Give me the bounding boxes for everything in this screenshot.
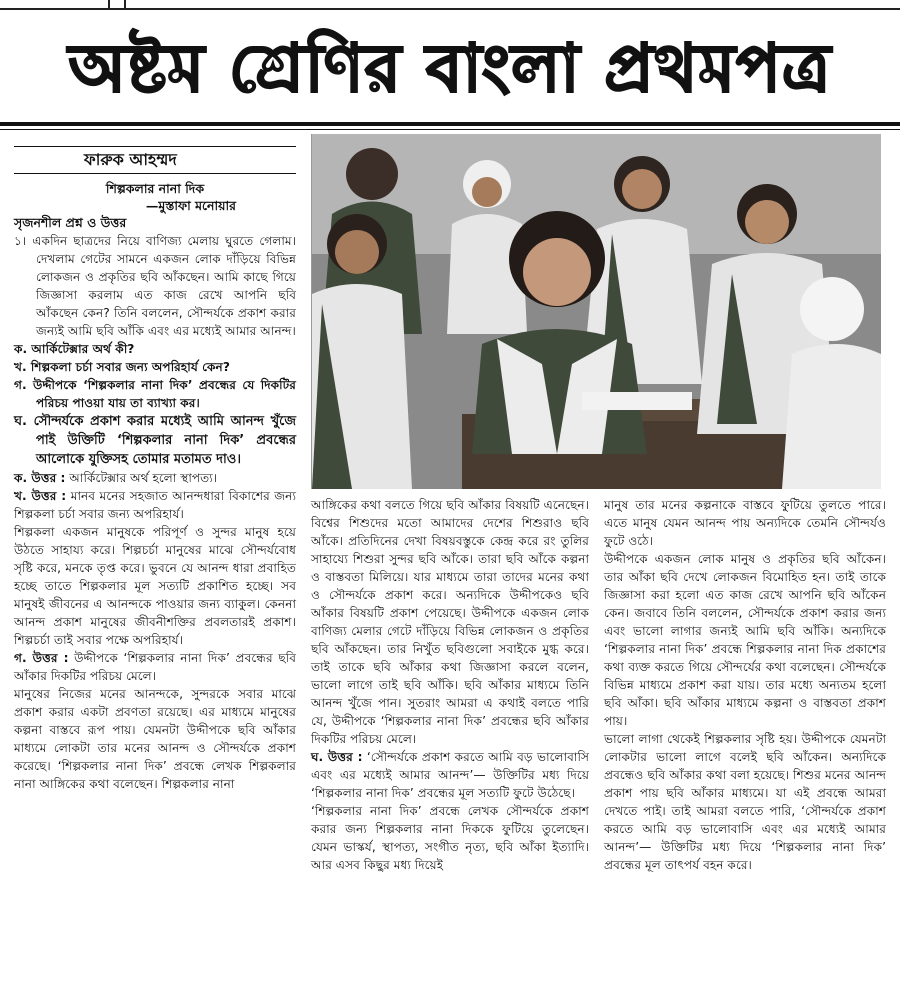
column-left	[14, 146, 296, 793]
answer-gha-continued: মানুষ তার মনের কল্পনাকে বাস্তবে ফুটিয়ে তুলতে পারে। এতে মানুষ যেমন আনন্দ পায় অন্যদিকে তেমনি সৌন্দর্যও ফুটে ওঠে।	[604, 498, 886, 548]
question-ga: গ. উদ্দীপকে ‘শিল্পকলার নানা দিক’ প্রবন্ধের যে দিকটির পরিচয় পাওয়া যায় তা ব্যাখ্যা কর।	[14, 378, 296, 410]
headline-rule-thin	[0, 129, 900, 130]
answer-ga	[14, 649, 296, 685]
answer-ga-continued: আঙ্গিকের কথা বলতে গিয়ে ছবি আঁকার বিষয়টি এনেছেন। বিশ্বের শিশুদের মতো আমাদের দেশের শিশুরাও ছবি আঁকে। প্রতিদিনের দেখা বিষয়বস্তুকে কেন্দ্র করে রং তুলির সাহায্যে শিশুরা সুন্দর ছবি আঁকে। তারা ছবি আঁকে কল্পনা ও বাস্তবতা মিলিয়ে। যার মাধ্যমে তারা তাদের মনের কথা ও সৌন্দর্যকে প্রকাশ করে। অন্যদিকে উদ্দীপকেও ছবি আঁকার বিষয়টি প্রকাশ পেয়েছে। উদ্দীপকে একজন লোক বাণিজ্য মেলার গেটে দাঁড়িয়ে বিভিন্ন লোকজন ও প্রকৃতির ছবি আঁকছেন। তার নিখুঁত ছবিগুলো সবাইকে মুগ্ধ করে। তাই তাকে ছবি আঁকার কথা জিজ্ঞাসা করলে বলেন, ভালো লাগে তাই ছবি আঁকি। ছবি আঁকার মাধ্যমে তিনি আনন্দ খুঁজে পান। সুতরাং আমরা এ কথাই বলতে পারি যে, উদ্দীপকে ‘শিল্পকলার নানা দিক’ প্রবন্ধের ছবি আঁকার দিকটির পরিচয় মেলে।	[311, 498, 589, 746]
essay-author: —মুস্তাফা মনোয়ার	[145, 198, 236, 213]
answer-gha	[311, 748, 589, 802]
question-stem-text: একদিন ছাত্রদের নিয়ে বাণিজ্য মেলায় ঘুরতে গেলাম। দেখলাম গেটের সামনে একজন লোক দাঁড়িয়ে বিভিন্ন লোকজন ও প্রকৃতির ছবি আঁকছেন। আমি কাছে গিয়ে জিজ্ঞাসা করলাম এত কাজ রেখে আপনি ছবি আঁকছেন কেন? তিনি বললেন, সৌন্দর্যকে প্রকাশ করার জন্যই আমি ছবি আঁকি এবং এর মধ্যেই আমার আনন্দ।	[32, 234, 296, 338]
question-stem	[14, 232, 296, 340]
answer-gha-para: ‘শিল্পকলার নানা দিক’ প্রবন্ধে লেখক সৌন্দর্যকে প্রকাশ করার জন্য শিল্পকলার নানা দিককে ফুটিয়ে তুলেছেন। যেমন ভাস্কর্য, স্থাপত্য, সংগীত নৃত্য, ছবি আঁকা ইত্যাদি। আর এসব কিছুর মধ্য দিয়েই	[311, 804, 589, 872]
answer-kha	[14, 487, 296, 523]
top-border	[0, 0, 900, 10]
headline-rule	[0, 122, 900, 126]
answer-ka	[14, 469, 296, 487]
answer-ga-text: উদ্দীপকে ‘শিল্পকলার নানা দিক’ প্রবন্ধের ছবি আঁকার দিকটির পরিচয় মেলে।	[14, 651, 296, 683]
question-kha: খ. শিল্পকলা চর্চা সবার জন্য অপরিহার্য কেন?	[14, 360, 230, 374]
answer-ka-label: ক. উত্তর :	[14, 471, 66, 485]
column-middle	[311, 496, 589, 874]
section-title: সৃজনশীল প্রশ্ন ও উত্তর	[14, 215, 127, 230]
answer-gha-text: ‘সৌন্দর্যকে প্রকাশ করতে আমি বড় ভালোবাসি এবং এর মধ্যেই আমার আনন্দ’— উক্তিটির মধ্য দিয়ে ‘শিল্পকলার নানা দিক’ প্রবন্ধের মূল সত্যটি ফুটে উঠেছে।	[311, 750, 590, 800]
classroom-photo-illustration	[312, 134, 881, 489]
question-gha: ঘ. সৌন্দর্যকে প্রকাশ করার মধ্যেই আমি আনন্দ খুঁজে পাই উক্তিটি ‘শিল্পকলার নানা দিক’ প্রবন্ধের আলোকে যুক্তিসহ তোমার মতামত দাও।	[14, 414, 296, 467]
essay-title: শিল্পকলার নানা দিক	[105, 181, 205, 196]
column-right	[604, 496, 886, 874]
byline-author: ফারুক আহম্মদ	[14, 146, 296, 174]
page-headline: অষ্টম শ্রেণির বাংলা প্রথমপত্র	[68, 29, 832, 107]
question-number: ১।	[14, 234, 27, 248]
classroom-photo	[311, 134, 881, 489]
answer-ga-para: মানুষের নিজের মনের আনন্দকে, সুন্দরকে সবার মাঝে প্রকাশ করার একটা প্রবণতা রয়েছে। এর মাধ্যমে মানুষের কল্পনা বাস্তবে রূপ পায়। যেমনটা উদ্দীপকে ছবি আঁকার মাধ্যমে লোকটা তার মনের আনন্দ ও সৌন্দর্যকে প্রকাশ করেছে। ‘শিল্পকলার নানা দিক’ প্রবন্ধে লেখক শিল্পকলার নানা আঙ্গিকের কথা বলেছেন। শিল্পকলার নানা	[14, 687, 296, 791]
answer-kha-text: মানব মনের সহজাত আনন্দধারা বিকাশের জন্য শিল্পকলা চর্চা সবার জন্য অপরিহার্য।	[14, 489, 296, 521]
answer-ga-label: গ. উত্তর :	[14, 651, 69, 665]
answer-gha-label: ঘ. উত্তর :	[311, 750, 363, 764]
top-border-notch	[108, 0, 126, 8]
question-ka: ক. আর্কিটেক্সার অর্থ কী?	[14, 342, 135, 356]
answer-ka-text: আর্কিটেক্সার অর্থ হলো স্থাপত্য।	[65, 471, 218, 485]
answer-kha-label: খ. উত্তর :	[14, 489, 67, 503]
answer-gha-para-2: উদ্দীপকে একজন লোক মানুষ ও প্রকৃতির ছবি আঁকেন। তার আঁকা ছবি দেখে লোকজন বিমোহিত হন। তাই তাকে জিজ্ঞাসা করা হলো এত কাজ রেখে আপনি ছবি আঁকেন কেন। জবাবে তিনি বললেন, সৌন্দর্যকে প্রকাশ করার জন্য এবং ভালো লাগার জন্যই আমি ছবি আঁকি। অন্যদিকে ‘শিল্পকলার নানা দিক’ প্রবন্ধে শিল্পকলার নানা দিক প্রকাশের কথা ব্যক্ত করতে গিয়ে সৌন্দর্যের কথা বলেছেন। সৌন্দর্যকে বিভিন্ন মাধ্যমে প্রকাশ করা যায়। তার মধ্যে অন্যতম হলো ছবি আঁকা। ছবি আঁকার মাধ্যমে কল্পনা ও বাস্তবতা প্রকাশ পায়।	[604, 552, 886, 728]
answer-gha-para-3: ভালো লাগা থেকেই শিল্পকলার সৃষ্টি হয়। উদ্দীপকে যেমনটা লোকটার ভালো লাগে বলেই ছবি আঁকেন। অন্যদিকে প্রবন্ধেও ছবি আঁকার কথা বলা হয়েছে। শিশুর মনের আনন্দ প্রকাশ পায় ছবি আঁকার মাধ্যমে। যা এই প্রবন্ধে আমরা দেখতে পাই। তাই আমরা বলতে পারি, ‘সৌন্দর্যকে প্রকাশ করতে আমি বড় ভালোবাসি এবং এর মধ্যেই আমার আনন্দ’— উক্তিটির মধ্য দিয়ে ‘শিল্পকলার নানা দিক’ প্রবন্ধের মূল তাৎপর্য বহন করে।	[604, 732, 886, 872]
answer-kha-para: শিল্পকলা একজন মানুষকে পরিপূর্ণ ও সুন্দর মানুষ হয়ে উঠতে সাহায্য করে। শিল্পচর্চা মানুষের মাঝে সৌন্দর্যবোধ সৃষ্টি করে, মনকে তৃপ্ত করে। ভুবনে যে আনন্দ ধারা প্রবাহিত হচ্ছে তাতে শিল্পকলার মূল সত্যটি প্রকাশিত হচ্ছে। সব মানুষই জীবনের এ আনন্দকে পাওয়ার জন্য ব্যাকুল। কেননা আনন্দ প্রকাশ মানুষের জীবনীশক্তির প্রবলতারই প্রকাশ। শিল্পচর্চা তাই সবার পক্ষে অপরিহার্য।	[14, 525, 296, 647]
